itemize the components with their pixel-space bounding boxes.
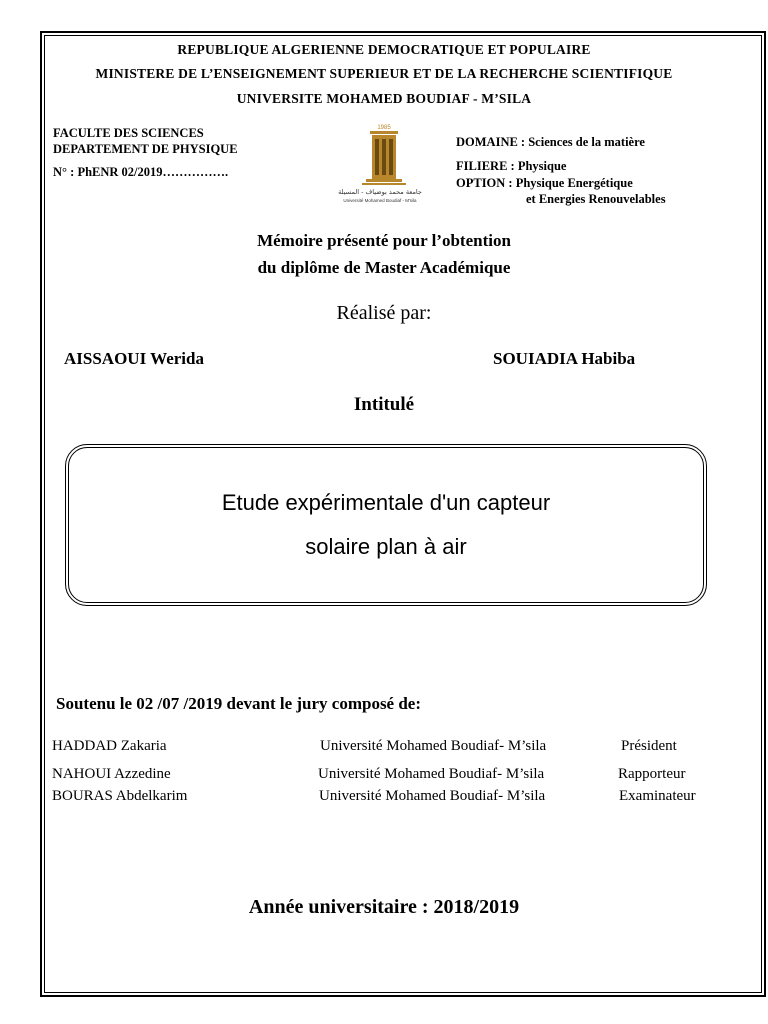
logo-arabic-caption: جامعة محمد بوضياف - المسيلة: [338, 188, 422, 196]
thesis-title-line-2: solaire plan à air: [305, 534, 467, 559]
jury-university-1: Université Mohamed Boudiaf- M’sila: [320, 738, 547, 754]
logo-year: 1985: [377, 125, 391, 131]
thesis-title-box: [65, 444, 707, 606]
jury-name-2: NAHOUI Azzedine: [52, 766, 171, 782]
domaine-label: DOMAINE : Sciences de la matière: [456, 135, 645, 149]
option-continuation: et Energies Renouvelables: [526, 192, 666, 206]
university-logo: [334, 122, 426, 208]
jury-name-3: BOURAS Abdelkarim: [52, 788, 188, 804]
academic-year: Année universitaire : 2018/2019: [248, 896, 520, 918]
logo-latin-caption: Université Mohamed Boudiaf - M'sila: [343, 198, 417, 203]
jury-role-3: Examinateur: [619, 788, 696, 804]
realise-par-label: Réalisé par:: [336, 302, 432, 324]
jury-role-2: Rapporteur: [618, 766, 686, 782]
department-label: DEPARTEMENT DE PHYSIQUE: [53, 142, 238, 156]
memoire-line-2: du diplôme de Master Académique: [257, 258, 511, 277]
author-2: SOUIADIA Habiba: [493, 349, 636, 368]
faculty-label: FACULTE DES SCIENCES: [53, 126, 204, 140]
reference-number: N° : PhENR 02/2019…………….: [53, 165, 229, 179]
jury-university-3: Université Mohamed Boudiaf- M’sila: [319, 788, 546, 804]
author-1: AISSAOUI Werida: [64, 349, 204, 368]
university-emblem-icon: [334, 122, 426, 208]
option-label: OPTION : Physique Energétique: [456, 176, 633, 190]
jury-university-2: Université Mohamed Boudiaf- M’sila: [318, 766, 545, 782]
memoire-line-1: Mémoire présenté pour l’obtention: [257, 231, 511, 250]
header-ministry: MINISTERE DE L’ENSEIGNEMENT SUPERIEUR ET DE LA RECHERCHE SCIENTIFIQUE: [95, 66, 673, 81]
header-republic: REPUBLIQUE ALGERIENNE DEMOCRATIQUE ET POPULAIRE: [177, 42, 591, 57]
filiere-label: FILIERE : Physique: [456, 159, 567, 173]
header-university: UNIVERSITE MOHAMED BOUDIAF - M’SILA: [236, 91, 532, 106]
thesis-title-line-1: Etude expérimentale d'un capteur: [221, 490, 551, 515]
jury-name-1: HADDAD Zakaria: [52, 738, 167, 754]
defense-statement: Soutenu le 02 /07 /2019 devant le jury composé de:: [56, 694, 422, 713]
intitule-label: Intitulé: [353, 394, 415, 415]
jury-role-1: Président: [621, 738, 677, 754]
